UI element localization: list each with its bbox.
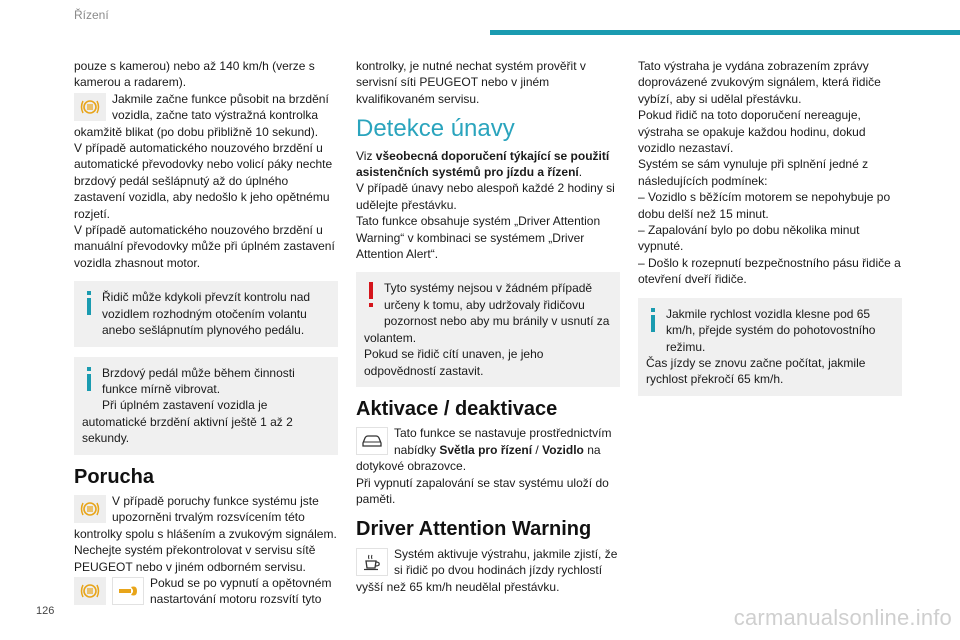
info-mark-icon (646, 308, 660, 338)
paragraph: Systém se sám vynuluje při splnění jedné z následujících podmínek: (638, 157, 869, 188)
text: Viz (356, 148, 376, 163)
text: / (532, 442, 543, 457)
text: . (578, 165, 583, 180)
paragraph: Tato výstraha je vydána zobrazením zprávy doprovázené zvukovým signálem, která řidiče vybízí, aby si udělal přestávku. (638, 59, 881, 106)
icon-paragraph (356, 425, 620, 474)
brake-warning-light-icon (74, 577, 106, 605)
heading-driver-attention-warning: Driver Attention Warning (356, 518, 592, 541)
brake-warning-light-icon (74, 495, 106, 523)
info-note (638, 298, 902, 396)
header-accent-bar (490, 30, 960, 35)
column-3 (638, 58, 902, 406)
note-text: Jakmile rychlost vozidla klesne pod 65 km/h, přejde systém do pohotovostního režimu. (666, 306, 876, 354)
paragraph: Nechejte systém překontrolovat v servisu sítě PEUGEOT nebo v jiném odborném servisu. (74, 543, 316, 574)
note-text: Řidič může kdykoli převzít kontrolu nad vozidlem rozhodným otočením volantu anebo sešlápnutím plynového pedálu. (102, 290, 311, 338)
info-mark-icon (82, 291, 96, 321)
watermark: carmanualsonline.info (733, 605, 952, 630)
paragraph: V případě automatického nouzového brzdění u automatické převodovky nebo volicí páky nechte brzdový pedál sešlápnutý až do úplného zastavení vozidla, aby nedošlo k jeho opětnému rozjetí. (74, 141, 333, 221)
note-text: Pokud se řidič cítí unaven, je jeho odpovědností zastavit. (364, 347, 544, 378)
text: Tato funkce se nastavuje prostřednictvím nabídky (394, 426, 612, 457)
section-title: Řízení (74, 8, 109, 22)
paragraph: Při vypnutí zapalování se stav systému uloží do paměti. (356, 475, 609, 506)
info-note (74, 357, 338, 455)
wrench-icon (112, 577, 144, 605)
paragraph: Pokud se po vypnutí a opětovném nastartování motoru rozsvítí tyto (150, 575, 332, 607)
note-text: Při úplném zastavení vozidla je automatické brzdění aktivní ještě 1 až 2 sekundy. (82, 398, 293, 446)
paragraph: Jakmile začne funkce působit na brzdění vozidla, začne tato výstražná kontrolka okamžitě blikat (po dobu přibližně 10 sekund). (74, 91, 329, 139)
list-item: – Došlo k rozepnutí bezpečnostního pásu řidiče a otevření dveří řidiče. (638, 255, 901, 287)
text: na dotykové obrazovce. (356, 442, 601, 474)
paragraph (356, 425, 620, 474)
menu-name: Vozidlo (542, 442, 584, 457)
icon-paragraph (74, 575, 338, 608)
column-2 (356, 58, 620, 595)
page-number: 126 (36, 605, 55, 617)
icon-paragraph (74, 91, 338, 140)
brake-warning-light-icon (74, 93, 106, 121)
column-1 (74, 58, 338, 608)
icon-paragraph (74, 493, 338, 542)
note-text: Čas jízdy se znovu začne počítat, jakmile rychlost překročí 65 km/h. (646, 355, 866, 387)
paragraph: Tato funkce obsahuje systém „Driver Attention Warning“ v kombinaci se systémem „Driver Attention Alert“. (356, 214, 601, 262)
heading-fault: Porucha (74, 465, 155, 488)
info-note (74, 281, 338, 346)
note-text: Tyto systémy nejsou v žádném případě určeny k tomu, aby udržovaly řidičovu pozornost nebo aby mu bránily v usnutí za volantem. (364, 281, 610, 345)
note-text: Brzdový pedál může během činnosti funkce mírně vibrovat. (102, 365, 295, 396)
info-mark-icon (82, 367, 96, 397)
list-item: – Vozidlo s běžícím motorem se nepohybuje po dobu delší než 15 minut. (638, 190, 891, 221)
heading-activation: Aktivace / deaktivace (356, 397, 558, 420)
heading-fatigue-detection: Detekce únavy (356, 115, 515, 143)
paragraph: Pokud řidič na toto doporučení nereaguje, výstraha se opakuje každou hodinu, dokud vozidlo nezastaví. (638, 108, 866, 156)
list-item: – Zapalování bylo po dobu několika minut vypnuté. (638, 223, 860, 254)
paragraph: V případě automatického nouzového brzdění u manuální převodovky může při úplném zastavení vozidla zhasnout motor. (74, 223, 335, 270)
paragraph: V případě únavy nebo alespoň každé 2 hodiny si udělejte přestávku. (356, 181, 615, 212)
paragraph: V případě poruchy funkce systému jste upozorněni trvalým rozsvícením této kontrolky spolu s hlášením a zvukovým signálem. (74, 493, 337, 541)
coffee-cup-icon (356, 548, 388, 576)
exclamation-mark-icon (364, 282, 378, 312)
warning-note (356, 272, 620, 386)
car-icon (356, 427, 388, 455)
paragraph: kontrolky, je nutné nechat systém prověřit v servisní síti PEUGEOT nebo v jiném kvalifikovaném servisu. (356, 59, 586, 106)
bold-text: všeobecná doporučení týkající se použití asistenčních systémů pro jízdu a řízení (356, 148, 610, 180)
paragraph: pouze s kamerou) nebo až 140 km/h (verze s kamerou a radarem). (74, 59, 315, 90)
paragraph (356, 148, 620, 181)
menu-name: Světla pro řízení (439, 442, 533, 457)
icon-paragraph (356, 546, 620, 595)
paragraph: Systém aktivuje výstrahu, jakmile zjistí, že si řidič po dvou hodinách jízdy rychlostí vyšší než 65 km/h neudělal přestávku. (356, 546, 618, 594)
